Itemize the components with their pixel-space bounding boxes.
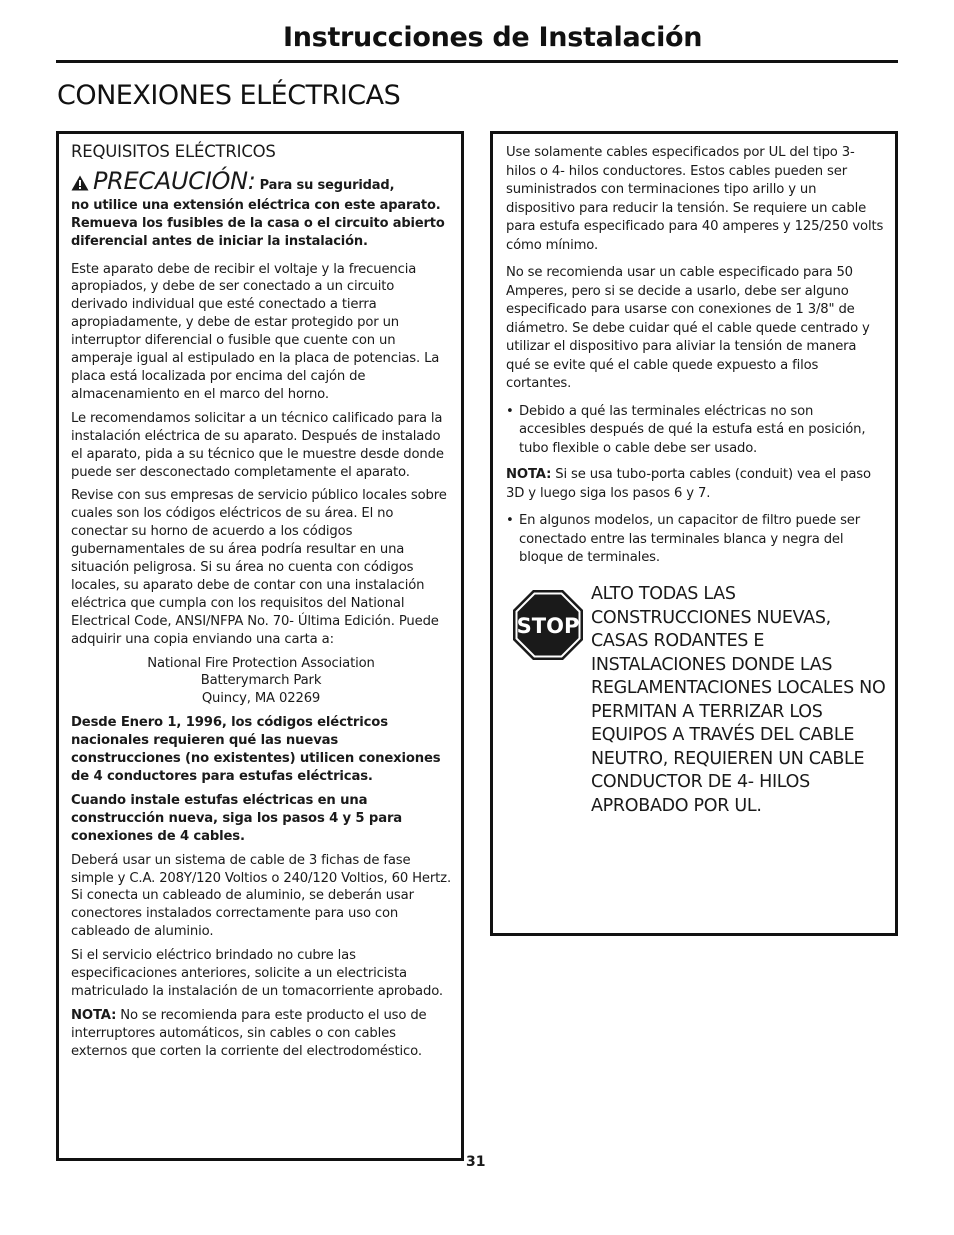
paragraph-local-codes: Revise con sus empresas de servicio público locales sobre cuales son los códigos eléctricos de su área. El no conectar su horno de acuerdo a los códigos gubernamentales de su área podría resultar en una situación peligrosa. Si su área no cuenta con códigos locales, su aparato debe de contar con una instalación eléctrica que cumpla con los requisitos del National Electrical Code, ANSI/NFPA No. 70- Última Edición. Puede adquirir una copia enviando una carta a: [71, 488, 447, 647]
page-number: 31 [466, 1154, 486, 1170]
paragraph-power-system: Deberá usar un sistema de cable de 3 fichas de fase simple y C.A. 208Y/120 Voltios o 240/120 Voltios, 60 Hertz. Si conecta un cableado de aluminio, se deberán usar conectores instalados correctamente para uso con cableado de aluminio. [71, 852, 451, 940]
caution-label: PRECAUCIÓN: [93, 166, 256, 195]
note-label: NOTA: [506, 467, 552, 482]
address-line-3: Quincy, MA 02269 [201, 691, 321, 707]
page-header-title: Instrucciones de Instalación [283, 22, 703, 53]
caution-text: no utilice una extensión eléctrica con este aparato. Remueva los fusibles de la casa o el circuito abierto diferencial antes de iniciar la instalación. [71, 197, 445, 249]
address-line-1: National Fire Protection Association [147, 655, 375, 671]
address-block [71, 655, 451, 709]
left-column [71, 143, 451, 1067]
header-divider [56, 60, 898, 63]
paragraph-50-amp: No se recomienda usar un cable especificado para 50 Amperes, pero si se decide a usarlo, debe ser alguno especificado para usarse con conexiones de 1 3/8" de diámetro. Se debe cuidar qué el cable quede centrado y utilizar el dispositivo para aliviar la tensión de manera qué se evite qué el cable quede expuesto a filos cortantes. [506, 265, 870, 391]
paragraph-ul-cables: Use solamente cables especificados por UL del tipo 3-hilos o 4- hilos conductores. Estos cables pueden ser suministrados con terminaciones tipo arillo y un dispositivo para reducir la tensión. Se requiere un cable para estufa especificado para 40 amperes y 125/250 volts cómo mínimo. [506, 145, 884, 253]
address-line-2: Batterymarch Park [200, 673, 322, 689]
stop-warning-block [510, 583, 890, 823]
warning-triangle-icon [71, 175, 89, 197]
stop-warning-text: ALTO TODAS LAS CONSTRUCCIONES NUEVAS, CASAS RODANTES E INSTALACIONES DONDE LAS REGLAMENTACIONES LOCALES NO PERMITAN A TERRIZAR LOS EQUIPOS A TRAVÉS DEL CABLE NEUTRO, REQUIEREN UN CABLE CONDUCTOR DE 4- HILOS APROBADO POR UL. [591, 584, 886, 816]
note-text: Si se usa tubo-porta cables (conduit) vea el paso 3D y luego siga los pasos 6 y 7. [506, 467, 871, 501]
note-text: No se recomienda para este producto el uso de interruptores automáticos, sin cables o con cables externos que corten la corriente del electrodoméstico. [71, 1007, 427, 1059]
note-paragraph-right [506, 466, 884, 503]
stop-sign-icon [512, 589, 584, 665]
paragraph-voltage: Este aparato debe de recibir el voltaje y la frecuencia apropiados, y debe de ser conectado a un circuito derivado individual que esté conectado a tierra apropiadamente, y debe de estar protegido por un interruptor diferencial o fusible que cuente con un amperaje igual al estipulado en la placa de potencias. La placa está localizada por encima del cajón de almacenamiento en el marco del horno. [71, 261, 440, 402]
subheading-electrical-requirements: REQUISITOS ELÉCTRICOS [71, 142, 276, 161]
paragraph-1996-codes: Desde Enero 1, 1996, los códigos eléctricos nacionales requieren qué las nuevas construcciones (no existentes) utilicen conexiones de 4 conductores para estufas eléctricas. [71, 715, 441, 784]
note-paragraph-left [71, 1007, 451, 1061]
stop-sign-text: STOP [516, 614, 580, 638]
bullet-terminals: • Debido a qué las terminales eléctricas no son accesibles después de qué la estufa está en posición, tubo flexible o cable debe ser usado. [506, 403, 884, 459]
paragraph-new-construction: Cuando instale estufas eléctricas en una construcción nueva, siga los pasos 4 y 5 para conexiones de 4 cables. [71, 792, 403, 844]
paragraph-technician: Le recomendamos solicitar a un técnico calificado para la instalación eléctrica de su aparato. Después de instalado el aparato, pida a su técnico que le muestre desde donde puede ser desconectado completamente el aparato. [71, 410, 444, 480]
note-label: NOTA: [71, 1007, 117, 1023]
caution-heading [71, 166, 451, 197]
bullet-capacitor: • En algunos modelos, un capacitor de filtro puede ser conectado entre las terminales blanca y negra del bloque de terminales. [506, 512, 884, 568]
caution-intro: Para su seguridad, [259, 177, 395, 193]
section-title: CONEXIONES ELÉCTRICAS [57, 80, 401, 111]
right-column [506, 144, 884, 576]
paragraph-electrician: Si el servicio eléctrico brindado no cubre las especificaciones anteriores, solicite a un electricista matriculado la instalación de un tomacorriente aprobado. [71, 948, 443, 999]
